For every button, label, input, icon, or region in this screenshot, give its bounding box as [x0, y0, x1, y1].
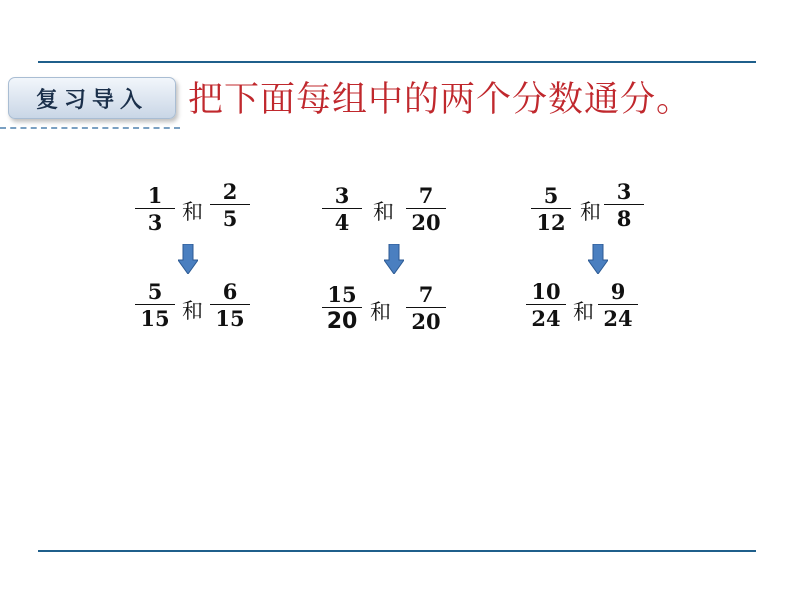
fraction-bar [598, 304, 638, 305]
denominator: 20 [411, 309, 441, 334]
denominator: 15 [140, 306, 170, 331]
fraction-bar [406, 307, 446, 308]
fraction-bar [210, 204, 250, 205]
section-badge [8, 77, 176, 119]
fraction-bar [322, 208, 362, 209]
denominator: 20 [326, 309, 358, 334]
down-arrow-icon [178, 244, 198, 274]
numerator: 7 [418, 183, 434, 208]
numerator: 15 [327, 282, 357, 307]
fraction-bar [135, 208, 175, 209]
denominator: 5 [222, 206, 238, 231]
down-arrow-icon [384, 244, 404, 274]
numerator: 5 [543, 183, 559, 208]
and-label: 和 [370, 300, 391, 324]
instruction-text: 把下面每组中的两个分数通分。 [188, 80, 693, 120]
numerator: 3 [616, 179, 632, 204]
fraction-bar [531, 208, 571, 209]
top-rule [38, 61, 756, 63]
down-arrow-icon [588, 244, 608, 274]
numerator: 1 [147, 183, 163, 208]
fraction-bar [604, 204, 644, 205]
fraction-bar [210, 304, 250, 305]
fraction-bar [135, 304, 175, 305]
and-label: 和 [573, 300, 594, 324]
denominator: 3 [147, 210, 163, 235]
numerator: 10 [531, 279, 561, 304]
denominator: 12 [536, 210, 566, 235]
numerator: 3 [334, 183, 350, 208]
numerator: 2 [222, 179, 238, 204]
fraction-bar [406, 208, 446, 209]
and-label: 和 [373, 200, 394, 224]
badge-underline [0, 127, 180, 129]
denominator: 4 [334, 210, 350, 235]
denominator: 24 [531, 306, 561, 331]
denominator: 20 [411, 210, 441, 235]
numerator: 6 [222, 279, 238, 304]
bottom-rule [38, 550, 756, 552]
section-badge-label: 复习导入 [35, 87, 148, 113]
and-label: 和 [182, 299, 203, 323]
numerator: 7 [418, 282, 434, 307]
denominator: 8 [616, 206, 632, 231]
denominator: 15 [215, 306, 245, 331]
and-label: 和 [580, 200, 601, 224]
fraction-bar [322, 307, 362, 308]
and-label: 和 [182, 200, 203, 224]
numerator: 5 [147, 279, 163, 304]
denominator: 24 [603, 306, 633, 331]
fraction-bar [526, 304, 566, 305]
numerator: 9 [610, 279, 626, 304]
